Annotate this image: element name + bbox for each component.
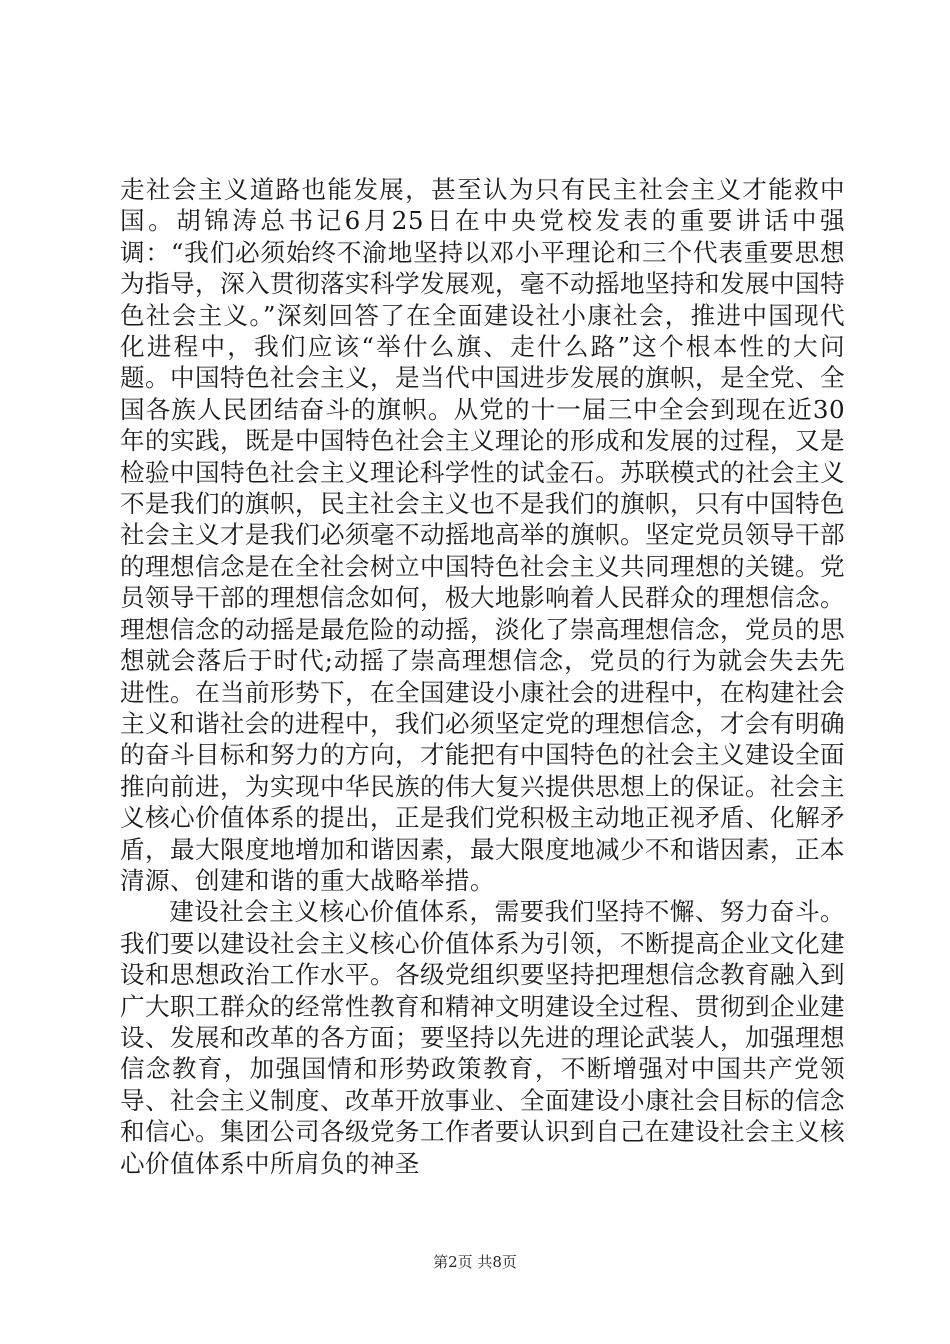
body-text: [120, 174, 845, 1179]
paragraph-1: 走社会主义道路也能发展，甚至认为只有民主社会主义才能救中国。胡锦涛总书记6月25日在中央党校发表的重要讲话中强调：“我们必须始终不渝地坚持以邓小平理论和三个代表重要思想为指导，深入贯彻落实科学发展观，毫不动摇地坚持和发展中国特色社会主义。”深刻回答了在全面建设社小康社会，推进中国现代化进程中，我们应该“举什么旗、走什么路”这个根本性的大问题。中国特色社会主义，是当代中国进步发展的旗帜，是全党、全国各族人民团结奋斗的旗帜。从党的十一届三中全会到现在近30年的实践，既是中国特色社会主义理论的形成和发展的过程，又是检验中国特色社会主义理论科学性的试金石。苏联模式的社会主义不是我们的旗帜，民主社会主义也不是我们的旗帜，只有中国特色社会主义才是我们必须毫不动摇地高举的旗帜。坚定党员领导干部的理想信念是在全社会树立中国特色社会主义共同理想的关键。党员领导干部的理想信念如何，极大地影响着人民群众的理想信念。理想信念的动摇是最危险的动摇，淡化了崇高理想信念，党员的思想就会落后于时代;动摇了崇高理想信念，党员的行为就会失去先进性。在当前形势下，在全国建设小康社会的进程中，在构建社会主义和谐社会的进程中，我们必须坚定党的理想信念，才会有明确的奋斗目标和努力的方向，才能把有中国特色的社会主义建设全面推向前进，为实现中华民族的伟大复兴提供思想上的保证。社会主义核心价值体系的提出，正是我们党积极主动地正视矛盾、化解矛盾，最大限度地增加和谐因素，最大限度地减少不和谐因素，正本清源、创建和谐的重大战略举措。: [120, 175, 845, 895]
paragraph-2: 建设社会主义核心价值体系，需要我们坚持不懈、努力奋斗。我们要以建设社会主义核心价值体系为引领，不断提高企业文化建设和思想政治工作水平。各级党组织要坚持把理想信念教育融入到广大职工群众的经常性教育和精神文明建设全过程、贯彻到企业建设、发展和改革的各方面；要坚持以先进的理论武装人，加强理想信念教育，加强国情和形势政策教育，不断增强对中国共产党领导、社会主义制度、改革开放事业、全面建设小康社会目标的信念和信心。集团公司各级党务工作者要认识到自己在建设社会主义核心价值体系中所肩负的神圣: [120, 897, 845, 1178]
page-number-footer: 第2页 共8页: [433, 1253, 517, 1271]
